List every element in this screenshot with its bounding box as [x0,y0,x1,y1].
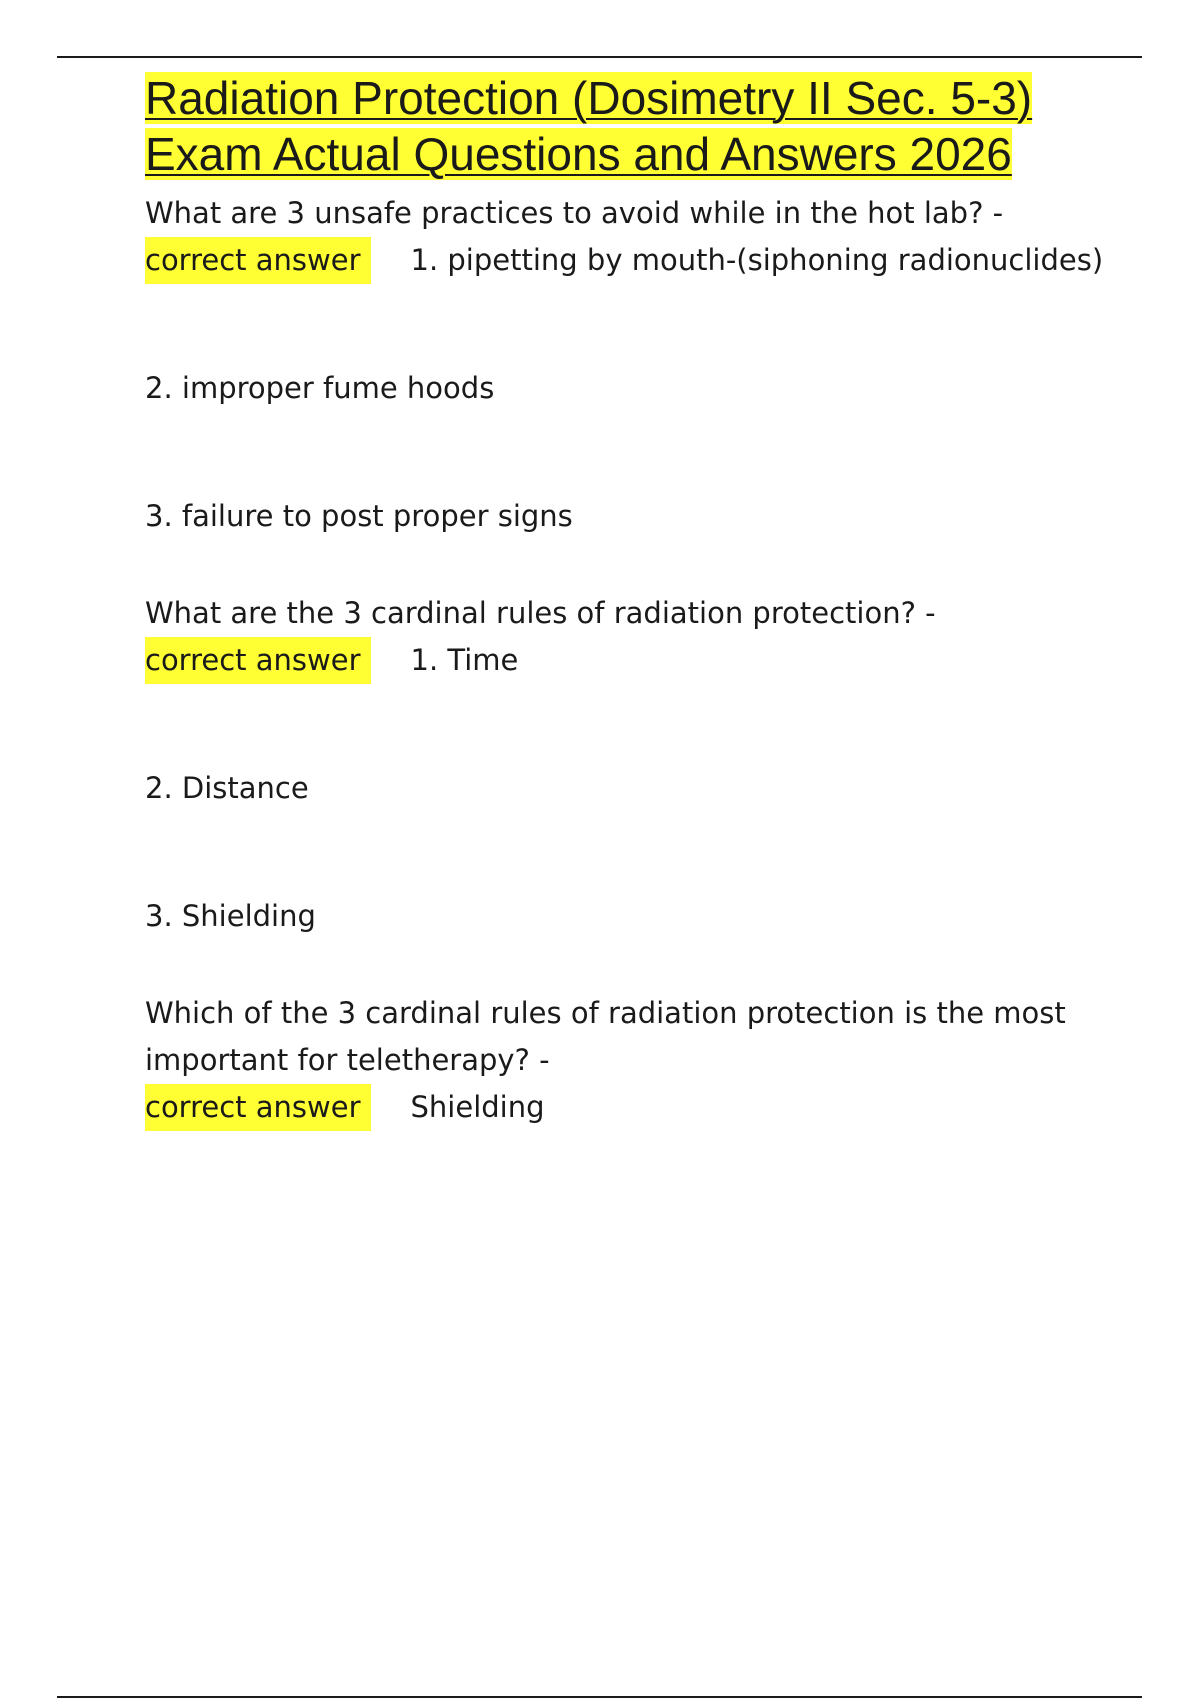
document-title [145,70,1085,182]
qa-item-2 [145,590,1085,940]
answer-item: 3. Shielding [145,899,316,933]
answer-item: 2. improper fume hoods [145,371,495,405]
answer-item: 3. failure to post proper signs [145,499,573,533]
question-text: What are 3 unsafe practices to avoid while in the hot lab? - [145,196,1004,230]
answer-text: Shielding [410,1090,545,1124]
qa-item-1 [145,190,1104,540]
document-title-text: Radiation Protection (Dosimetry II Sec. 5-3) Exam Actual Questions and Answers 2026 [145,72,1033,180]
correct-answer-tag: correct answer [145,1084,371,1131]
document-body [145,70,1104,1131]
answer-text: 1. Time [410,643,519,677]
answer-line [145,237,1104,284]
top-rule [57,56,1142,58]
bottom-rule [57,1696,1142,1698]
question-text: What are the 3 cardinal rules of radiation protection? - [145,596,936,630]
question-text: Which of the 3 cardinal rules of radiation protection is the most important for teletherapy? - [145,996,1066,1077]
answer-item: 2. Distance [145,771,309,805]
correct-answer-tag: correct answer [145,237,371,284]
answer-line [145,1084,1085,1131]
correct-answer-tag: correct answer [145,637,371,684]
answer-text: 1. pipetting by mouth-(siphoning radionuclides) [410,243,1104,277]
answer-line [145,637,1085,684]
qa-item-3 [145,990,1085,1131]
